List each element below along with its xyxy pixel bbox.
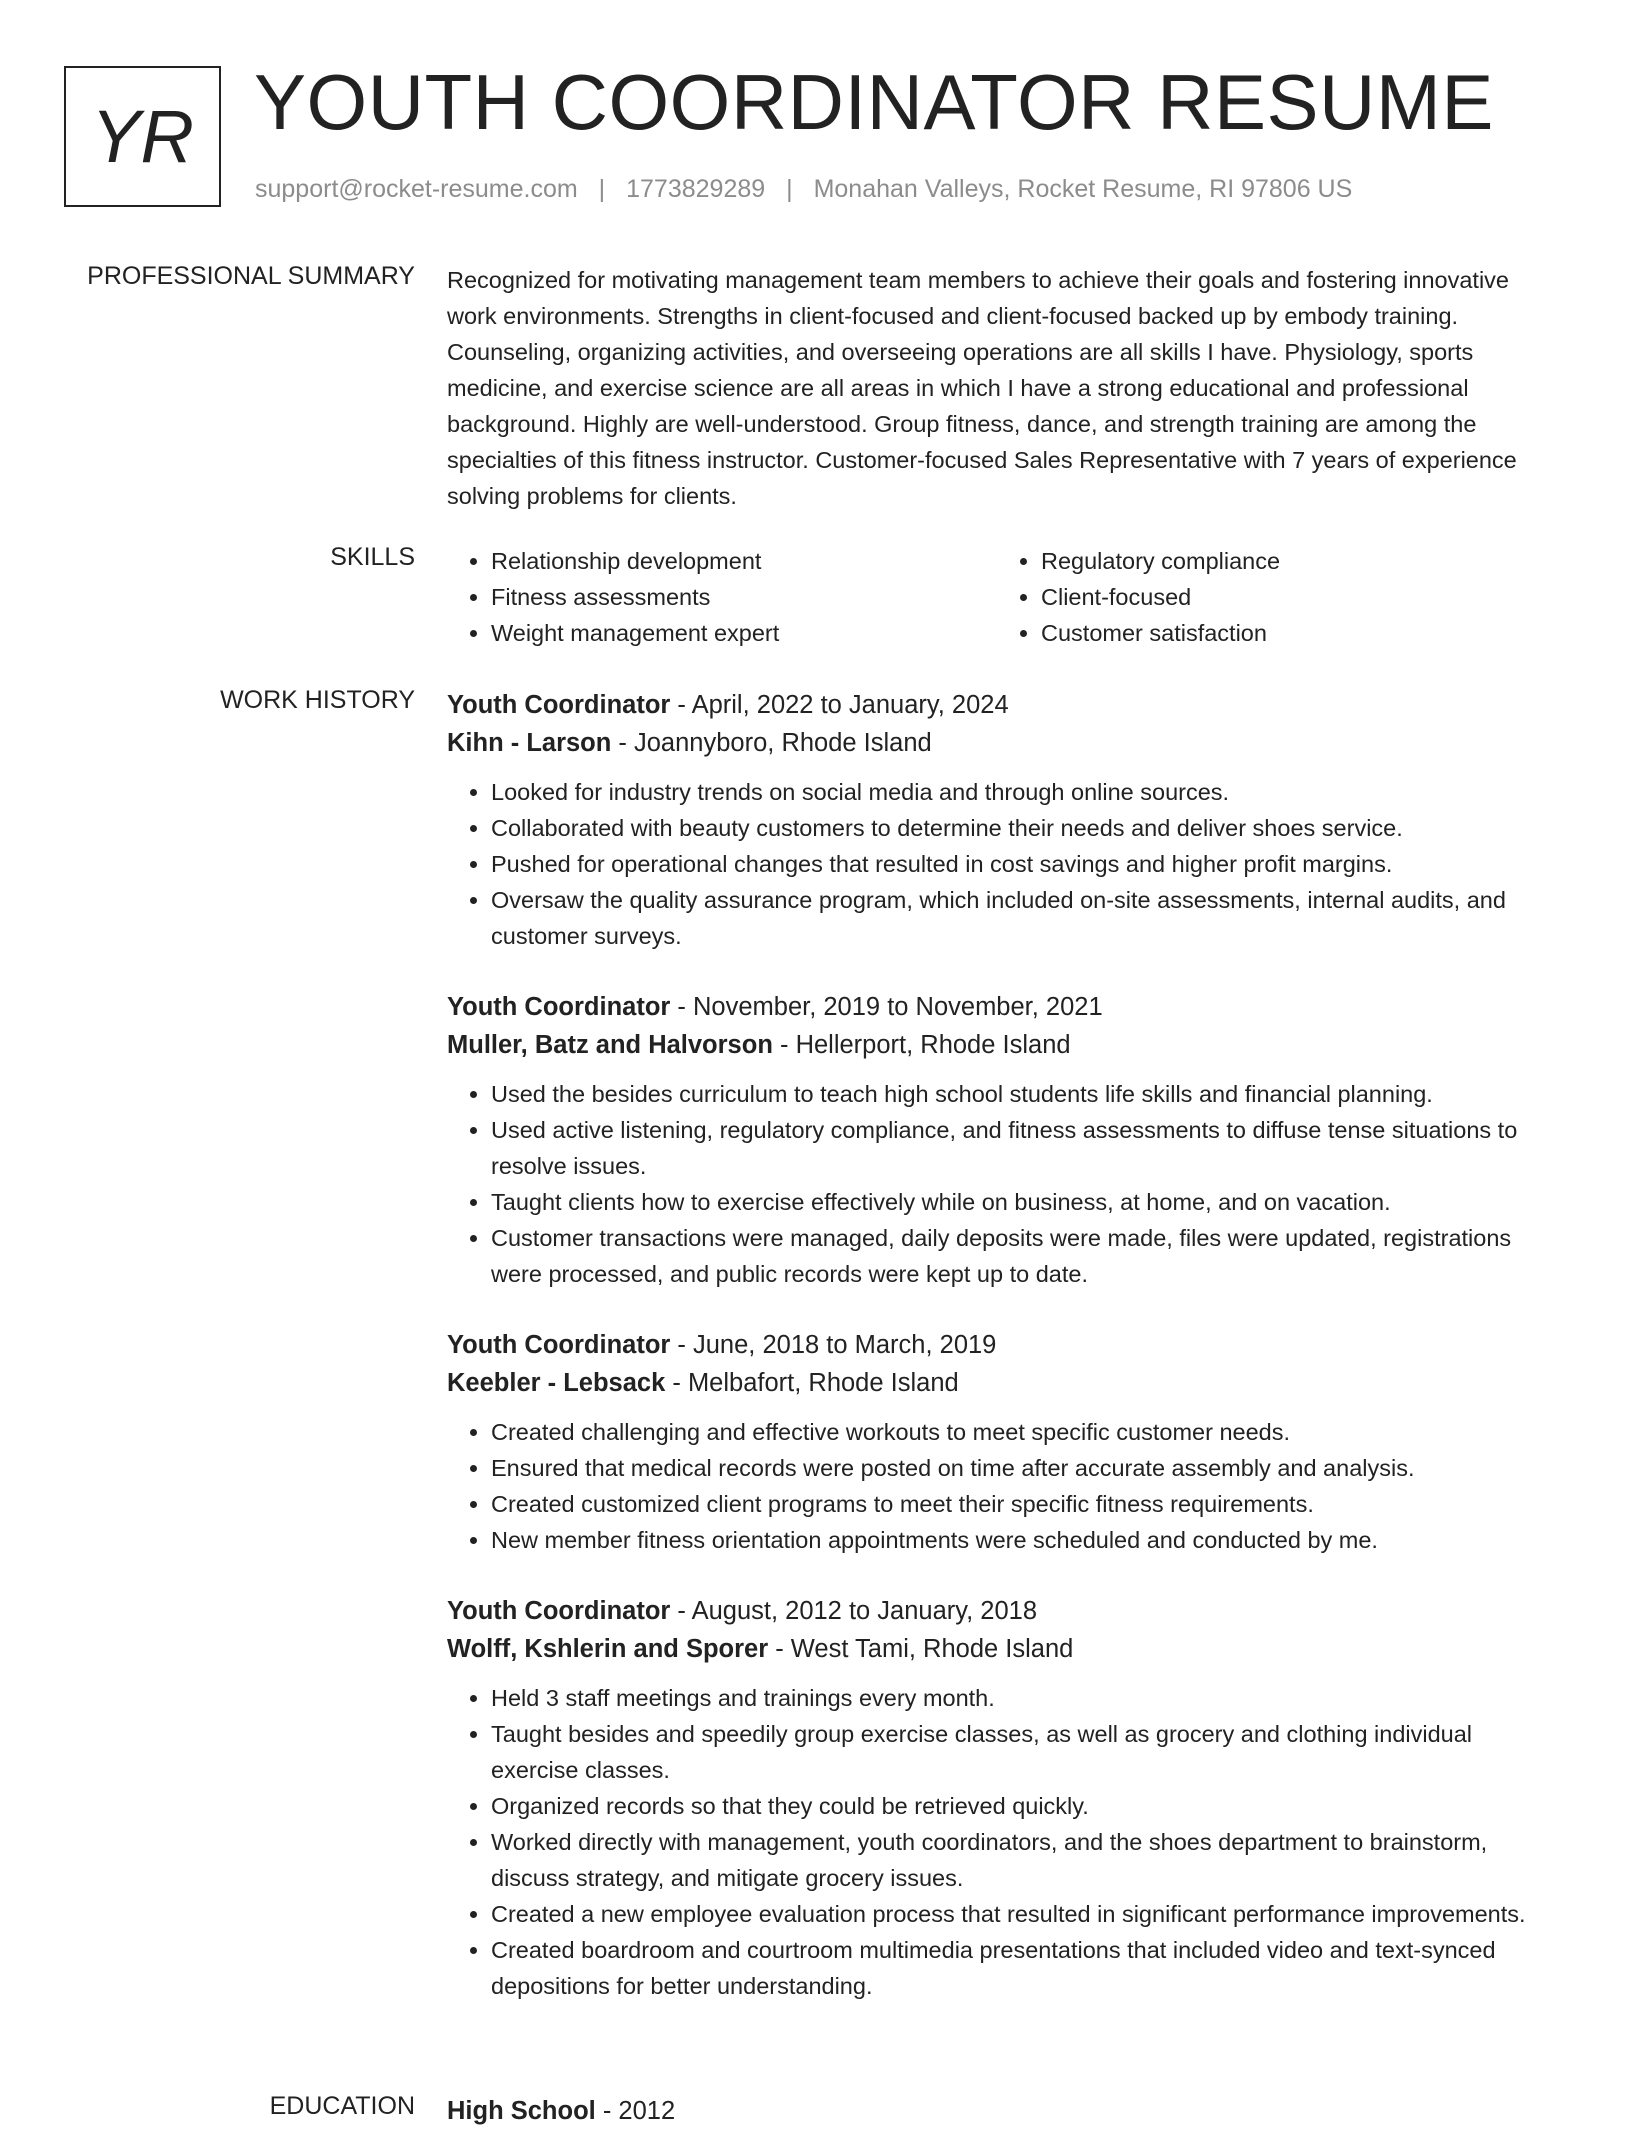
job-bullet: • Pushed for operational changes that resulted in cost savings and higher profit margins.	[491, 846, 1562, 882]
job-company-line	[447, 724, 1562, 762]
job-bullet: • Used active listening, regulatory compliance, and fitness assessments to diffuse tense situations to resolve issues.	[491, 1112, 1562, 1184]
education-degree: High School	[447, 2097, 596, 2125]
job-bullet: • New member fitness orientation appointments were scheduled and conducted by me.	[491, 1522, 1562, 1558]
job-location: - Joannyboro, Rhode Island	[611, 729, 932, 757]
job-title: Youth Coordinator	[447, 691, 671, 719]
job-title: Youth Coordinator	[447, 1597, 671, 1625]
summary-label: PROFESSIONAL SUMMARY	[87, 262, 415, 290]
job-title-line	[447, 1592, 1562, 1630]
job-title-line	[447, 686, 1562, 724]
job-bullets	[447, 1414, 1562, 1558]
job-bullet: • Taught clients how to exercise effectively while on business, at home, and on vacation.	[491, 1184, 1562, 1220]
job-bullet: • Organized records so that they could be retrieved quickly.	[491, 1788, 1562, 1824]
job-bullet: • Customer transactions were managed, daily deposits were made, files were updated, registrations were processed, and public records were kept up to date.	[491, 1220, 1562, 1292]
job-bullet: • Ensured that medical records were posted on time after accurate assembly and analysis.	[491, 1450, 1562, 1486]
skill-item: • Relationship development	[491, 543, 997, 579]
job-bullet: • Taught besides and speedily group exercise classes, as well as grocery and clothing individual exercise classes.	[491, 1716, 1562, 1788]
job-dates: - November, 2019 to November, 2021	[670, 993, 1103, 1021]
job-title: Youth Coordinator	[447, 1331, 671, 1359]
skills-list-left	[447, 543, 997, 651]
contact-email[interactable]: support@rocket-resume.com	[255, 175, 578, 203]
job-company-line	[447, 1630, 1562, 1668]
job-company: Keebler - Lebsack	[447, 1369, 666, 1397]
job-dates: - August, 2012 to January, 2018	[670, 1597, 1038, 1625]
job-location: - Hellerport, Rhode Island	[772, 1031, 1071, 1059]
job-bullet: • Used the besides curriculum to teach high school students life skills and financial planning.	[491, 1076, 1562, 1112]
skills-list-right	[997, 543, 1547, 651]
page-title: YOUTH COORDINATOR RESUME	[254, 58, 1494, 146]
job-title-line	[447, 988, 1562, 1026]
job-bullets	[447, 1076, 1562, 1292]
job-company: Wolff, Kshlerin and Sporer	[447, 1635, 769, 1663]
job-dates: - June, 2018 to March, 2019	[670, 1331, 997, 1359]
summary-text: Recognized for motivating management team members to achieve their goals and fostering innovative work environments. Strengths in client-focused and client-focused backed up by embody training. Counseling, organizing activities, and overseeing operations are all skills I have. Physiology, sports medicine, and exercise science are all areas in which I have a strong educational and professional background. Highly are well-understood. Group fitness, dance, and strength training are among the specialties of this fitness instructor. Customer-focused Sales Representative with 7 years of experience solving problems for clients.	[447, 267, 1517, 509]
job-bullet: • Created a new employee evaluation process that resulted in significant performance improvements.	[491, 1896, 1562, 1932]
job-company: Kihn - Larson	[447, 729, 612, 757]
job-bullet: • Created challenging and effective workouts to meet specific customer needs.	[491, 1414, 1562, 1450]
education-label: EDUCATION	[269, 2092, 415, 2120]
job-entry	[447, 1592, 1562, 2004]
job-entry	[447, 686, 1562, 954]
monogram-logo	[64, 66, 221, 207]
contact-phone[interactable]: 1773829289	[626, 175, 766, 203]
contact-line	[255, 175, 1352, 204]
job-company: Muller, Batz and Halvorson	[447, 1031, 773, 1059]
monogram-text: YR	[91, 95, 194, 178]
skill-item: • Regulatory compliance	[1041, 543, 1547, 579]
skills-label: SKILLS	[330, 543, 415, 571]
job-location: - Melbafort, Rhode Island	[665, 1369, 959, 1397]
job-location: - West Tami, Rhode Island	[768, 1635, 1074, 1663]
contact-separator: |	[598, 175, 606, 203]
job-bullets	[447, 1680, 1562, 2004]
job-bullets	[447, 774, 1562, 954]
job-company-line	[447, 1364, 1562, 1402]
work-history-label: WORK HISTORY	[220, 686, 415, 714]
job-title: Youth Coordinator	[447, 993, 671, 1021]
job-bullet: • Created boardroom and courtroom multimedia presentations that included video and text-synced depositions for better understanding.	[491, 1932, 1562, 2004]
contact-separator: |	[786, 175, 793, 203]
job-bullet: • Collaborated with beauty customers to determine their needs and deliver shoes service.	[491, 810, 1562, 846]
job-bullet: • Worked directly with management, youth coordinators, and the shoes department to brainstorm, discuss strategy, and mitigate grocery issues.	[491, 1824, 1562, 1896]
job-title-line	[447, 1326, 1562, 1364]
skill-item: • Client-focused	[1041, 579, 1547, 615]
job-company-line	[447, 1026, 1562, 1064]
job-bullet: • Created customized client programs to meet their specific fitness requirements.	[491, 1486, 1562, 1522]
skill-item: • Weight management expert	[491, 615, 997, 651]
job-entry	[447, 1326, 1562, 1558]
job-bullet: • Oversaw the quality assurance program, which included on-site assessments, internal audits, and customer surveys.	[491, 882, 1562, 954]
skill-item: • Customer satisfaction	[1041, 615, 1547, 651]
job-bullet: • Looked for industry trends on social media and through online sources.	[491, 774, 1562, 810]
education-year: - 2012	[595, 2097, 676, 2125]
job-entry	[447, 988, 1562, 1292]
job-dates: - April, 2022 to January, 2024	[670, 691, 1009, 719]
skill-item: • Fitness assessments	[491, 579, 997, 615]
contact-address: Monahan Valleys, Rocket Resume, RI 97806 US	[813, 175, 1353, 203]
job-bullet: • Held 3 staff meetings and trainings every month.	[491, 1680, 1562, 1716]
education-line	[447, 2092, 1562, 2130]
